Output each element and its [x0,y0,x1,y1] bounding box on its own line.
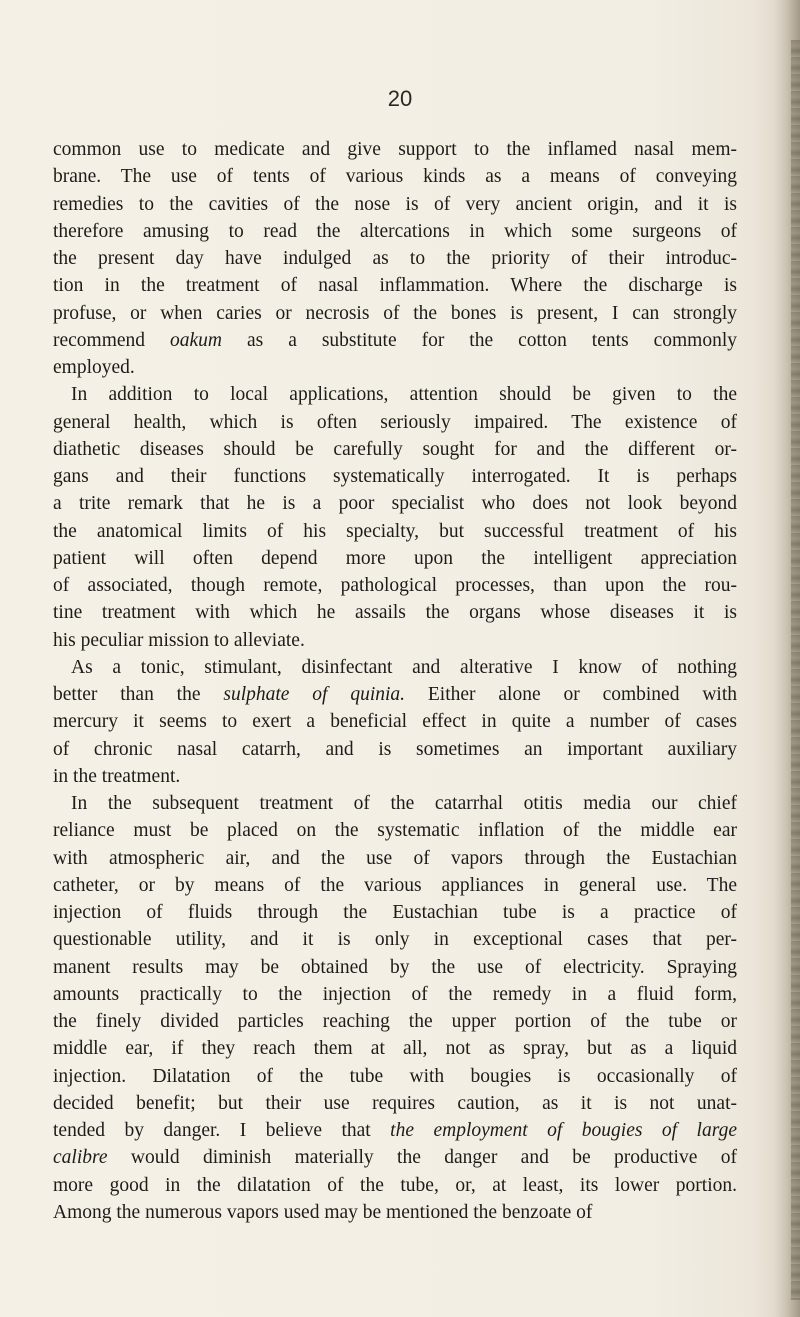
text-line [53,1035,737,1062]
text-segment: more good in the dilatation of the tube, or, at least, its lower portion. [53,1174,737,1196]
text-line [53,627,737,654]
page-binding-edge [791,40,800,1300]
text-line [53,218,737,245]
text-line [53,926,737,953]
text-segment: remedies to the cavities of the nose is of very ancient origin, and it is [53,193,737,215]
text-segment: As a tonic, stimulant, disinfectant and alterative I know of nothing [71,656,737,678]
text-segment: In the subsequent treatment of the catarrhal otitis media our chief [71,793,737,814]
text-segment: middle ear, if they reach them at all, not as spray, but as a liquid [53,1038,737,1060]
text-line [53,599,737,626]
text-line [53,708,737,735]
text-segment: brane. The use of tents of various kinds as a means of conveying [53,166,737,188]
text-segment: Among the numerous vapors used may be mentioned the benzoate of [53,1201,593,1223]
text-segment: profuse, or when caries or necrosis of the bones is present, I can strongly [53,302,737,324]
text-segment: of associated, though remote, pathological processes, than upon the rou- [53,575,737,596]
text-line [53,572,737,599]
text-line [53,1090,737,1117]
text-segment: injection of fluids through the Eustachian tube is a practice of [53,902,737,923]
text-line [53,954,737,981]
text-segment: amounts practically to the injection of the remedy in a fluid form, [53,983,737,1005]
page-number: 20 [387,86,413,111]
text-segment: gans and their functions systematically interrogated. It is perhaps [53,466,737,487]
text-line [53,409,737,436]
italic-text: calibre [53,1147,108,1169]
text-line [53,518,737,545]
text-line [53,1117,737,1144]
text-line [53,681,737,708]
text-line [53,899,737,926]
text-line [53,327,737,354]
text-line [53,790,737,817]
text-line [53,1063,737,1090]
italic-text: oakum [170,329,223,351]
text-line [53,817,737,844]
italic-text: the employment of bougies of large [390,1120,737,1141]
text-line [53,1199,737,1226]
text-segment: manent results may be obtained by the use of electricity. Spraying [53,956,737,978]
text-line [53,545,737,572]
text-line [53,272,737,299]
text-segment: In addition to local applications, attention should be given to the [71,384,737,406]
text-segment: questionable utility, and it is only in exceptional cases that per- [53,929,737,951]
text-segment: mercury it seems to exert a beneficial effect in quite a number of cases [53,711,737,733]
text-segment: reliance must be placed on the systematic inflation of the middle ear [53,820,737,842]
text-line [53,1144,737,1171]
text-segment: would diminish materially the danger and be productive of [107,1147,737,1169]
text-segment: the anatomical limits of his specialty, but successful treatment of his [53,520,737,542]
text-segment: with atmospheric air, and the use of vapors through the Eustachian [53,847,737,869]
text-segment: of chronic nasal catarrh, and is sometimes an important auxiliary [53,738,737,760]
text-segment: the present day have indulged as to the priority of their introduc- [53,248,737,269]
text-segment: diathetic diseases should be carefully sought for and the different or- [53,438,737,460]
text-line [53,872,737,899]
text-segment: common use to medicate and give support to the inflamed nasal mem- [53,139,737,160]
text-segment: patient will often depend more upon the intelligent appreciation [53,547,737,569]
text-segment: in the treatment. [53,765,181,787]
text-line [53,981,737,1008]
text-segment: a trite remark that he is a poor specialist who does not look beyond [53,493,737,515]
text-line [53,654,737,681]
text-line [53,1008,737,1035]
text-segment: as a substitute for the cotton tents commonly [222,329,737,351]
text-line [53,736,737,763]
text-line [53,136,737,163]
text-segment: general health, which is often seriously impaired. The existence of [53,411,737,433]
text-line [53,1172,737,1199]
text-segment: decided benefit; but their use requires caution, as it is not unat- [53,1092,737,1114]
text-segment: tine treatment with which he assails the organs whose diseases it is [53,602,737,624]
text-line [53,354,737,381]
text-line [53,381,737,408]
text-line [53,845,737,872]
text-segment: better than the [53,684,224,705]
text-line [53,436,737,463]
text-segment: Either alone or combined with [405,684,737,705]
text-line [53,191,737,218]
text-segment: the finely divided particles reaching the upper portion of the tube or [53,1011,737,1032]
text-line [53,245,737,272]
text-line [53,163,737,190]
text-line [53,300,737,327]
text-segment: catheter, or by means of the various appliances in general use. The [53,874,737,896]
text-segment: injection. Dilatation of the tube with bougies is occasionally of [53,1065,737,1087]
text-segment: tended by danger. I believe that [53,1120,391,1141]
body-text [53,136,737,1226]
text-segment: tion in the treatment of nasal inflammation. Where the discharge is [53,275,737,297]
text-line [53,490,737,517]
text-segment: his peculiar mission to alleviate. [53,629,305,651]
text-segment: employed. [53,357,135,378]
text-segment: recommend [53,329,171,351]
text-line [53,763,737,790]
italic-text: sulphate of quinia. [223,684,406,705]
text-line [53,463,737,490]
text-segment: therefore amusing to read the altercations in which some surgeons of [53,220,737,242]
